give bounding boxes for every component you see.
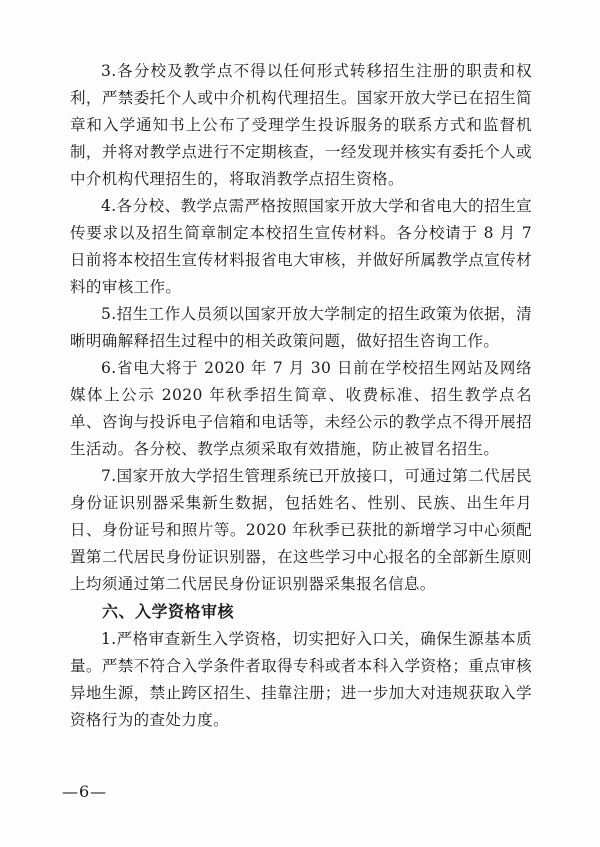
paragraph-5-staff-policy: 5.招生工作人员须以国家开放大学制定的招生政策为依据，清晰明确解释招生过程中的相关政策问题，做好招生咨询工作。: [70, 305, 532, 350]
paragraph-7-id-reader: 7.国家开放大学招生管理系统已开放接口，可通过第二代居民身份证识别器采集新生数据，包括姓名、性别、民族、出生年月日、身份证号和照片等。2020 年秋季已获批的新增学习中心须配置第二代居民身份证识别器，在这些学习中心报名的全部新生原则上均须通过第二代居民身份证识别器采集报名信息。: [70, 467, 532, 593]
page-number: —6—: [62, 782, 108, 801]
section-heading: 六、入学资格审核: [102, 602, 235, 621]
paragraph-4-publicity-materials: 4.各分校、教学点需严格按照国家开放大学和省电大的招生宣传要求以及招生简章制定本校招生宣传材料。各分校请于 8 月 7 日前将本校招生宣传材料报省电大审核，并做好所属教学点宣传材料的审核工作。: [70, 197, 532, 296]
paragraph-6-public-notice: 6.省电大将于 2020 年 7 月 30 日前在学校招生网站及网络媒体上公示 2020 年秋季招生简章、收费标准、招生教学点名单、咨询与投诉电子信箱和电话等，未经公示的教学点不得开展招生活动。各分校、教学点须采取有效措施，防止被冒名招生。: [70, 359, 532, 458]
section-paragraph-1-eligibility: 1.严格审查新生入学资格，切实把好入口关，确保生源基本质量。严禁不符合入学条件者取得专科或者本科入学资格；重点审核异地生源，禁止跨区招生、挂靠注册；进一步加大对违规获取入学资格行为的查处力度。: [70, 630, 532, 729]
document-body: [70, 58, 532, 734]
paragraph-3-no-transfer: 3.各分校及教学点不得以任何形式转移招生注册的职责和权利，严禁委托个人或中介机构代理招生。国家开放大学已在招生简章和入学通知书上公布了受理学生投诉服务的联系方式和监督机制，并将对教学点进行不定期核查，一经发现并核实有委托个人或中介机构代理招生的，将取消教学点招生资格。: [70, 62, 532, 188]
